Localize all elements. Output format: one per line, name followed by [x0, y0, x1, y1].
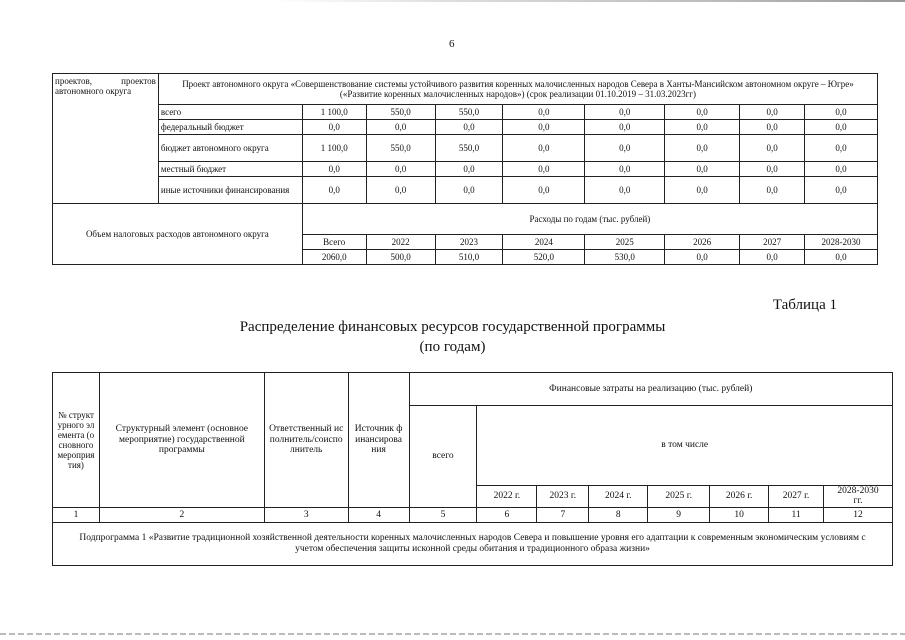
column-header: 2022 [366, 235, 435, 250]
bottom-scan-edge [0, 633, 905, 635]
column-header-year: 2022 г. [477, 485, 537, 507]
subprogram-title: Подпрограмма 1 «Развитие традиционной хозяйственной деятельности коренных малочисленных народов Севера и повышение уровня его адаптации к современным экономическим условиям с учетом обеспечения защиты исконной среды обитания и традиционного образа жизни» [53, 523, 893, 566]
column-header-executor: Ответственный исполнитель/соисполнитель [264, 373, 348, 508]
cell: 0,0 [435, 162, 503, 177]
cell: 0,0 [740, 120, 805, 135]
cell: 0,0 [585, 177, 665, 204]
table-caption: Таблица 1 [772, 297, 837, 313]
table-row [53, 120, 878, 135]
cell: 0,0 [665, 250, 740, 265]
column-header-year: 2027 г. [769, 485, 824, 507]
including-header: в том числе [477, 406, 893, 486]
row-source-label: иные источники финансирования [158, 177, 302, 204]
row-label: проектов, проектов автономного округа [53, 74, 159, 204]
column-number: 1 [53, 508, 100, 523]
cell: 1 100,0 [302, 135, 366, 162]
cell: 550,0 [435, 135, 503, 162]
cell: 0,0 [302, 162, 366, 177]
project-finance-table [52, 73, 878, 265]
column-number: 3 [264, 508, 348, 523]
column-header: 2027 [740, 235, 805, 250]
subprogram-row [53, 523, 893, 566]
cell: 510,0 [435, 250, 503, 265]
cell: 0,0 [366, 120, 435, 135]
cell: 2060,0 [302, 250, 366, 265]
top-scan-edge [0, 0, 905, 2]
cell: 0,0 [366, 162, 435, 177]
row-source-label: всего [158, 105, 302, 120]
project-title-row [53, 74, 878, 105]
column-number: 2 [99, 508, 264, 523]
cell: 550,0 [366, 135, 435, 162]
cell: 0,0 [585, 105, 665, 120]
cell: 0,0 [665, 105, 740, 120]
column-number: 10 [710, 508, 769, 523]
cell: 0,0 [503, 177, 585, 204]
cell: 0,0 [805, 250, 878, 265]
cell: 500,0 [366, 250, 435, 265]
column-number: 7 [537, 508, 589, 523]
cell: 0,0 [740, 105, 805, 120]
column-header: 2024 [503, 235, 585, 250]
column-number: 9 [648, 508, 710, 523]
column-number: 8 [589, 508, 648, 523]
cell: 0,0 [805, 177, 878, 204]
tax-header-row [53, 204, 878, 235]
table-row [53, 162, 878, 177]
project-title: Проект автономного округа «Совершенствование системы устойчивого развития коренных малочисленных народов Севера в Ханты-Мансийском автономном округе – Югре» («Развитие коренных малочисленных народов») (срок реализации 01.10.2019 – 31.03.2023гг) [158, 74, 877, 105]
cell: 550,0 [435, 105, 503, 120]
row-source-label: федеральный бюджет [158, 120, 302, 135]
row-source-label: бюджет автономного округа [158, 135, 302, 162]
cell: 0,0 [740, 135, 805, 162]
column-number: 6 [477, 508, 537, 523]
column-header: Всего [302, 235, 366, 250]
cell: 0,0 [665, 135, 740, 162]
cell: 0,0 [665, 120, 740, 135]
cell: 0,0 [503, 105, 585, 120]
cell: 0,0 [302, 120, 366, 135]
cell: 0,0 [740, 177, 805, 204]
cell: 520,0 [503, 250, 585, 265]
column-header-number: № структурного элемента (основного мероприятия) [53, 373, 100, 508]
cell: 0,0 [740, 250, 805, 265]
row-source-label: местный бюджет [158, 162, 302, 177]
cell: 0,0 [503, 135, 585, 162]
column-header-year: 2026 г. [710, 485, 769, 507]
column-number: 12 [824, 508, 893, 523]
page-number: 6 [449, 38, 455, 50]
cell: 1 100,0 [302, 105, 366, 120]
column-number: 4 [348, 508, 409, 523]
cell: 0,0 [435, 177, 503, 204]
column-header: 2028-2030 [805, 235, 878, 250]
table-row [53, 105, 878, 120]
column-header-year: 2024 г. [589, 485, 648, 507]
cell: 0,0 [503, 162, 585, 177]
column-numbers-row [53, 508, 893, 523]
resource-distribution-table [52, 372, 893, 566]
cell: 0,0 [665, 177, 740, 204]
column-header-element: Структурный элемент (основное мероприятие) государственной программы [99, 373, 264, 508]
cell: 550,0 [366, 105, 435, 120]
costs-header: Финансовые затраты на реализацию (тыс. рублей) [409, 373, 892, 406]
cell: 0,0 [805, 105, 878, 120]
column-header-total: всего [409, 406, 477, 508]
header-row [53, 373, 893, 406]
column-number: 11 [769, 508, 824, 523]
cell: 0,0 [435, 120, 503, 135]
section-title: Распределение финансовых ресурсов государственной программы [239, 319, 666, 335]
section-subtitle: (по годам) [419, 339, 486, 355]
cell: 0,0 [585, 162, 665, 177]
column-number: 5 [409, 508, 477, 523]
table-row [53, 177, 878, 204]
cell: 0,0 [665, 162, 740, 177]
column-header: 2026 [665, 235, 740, 250]
cell: 0,0 [740, 162, 805, 177]
cell: 0,0 [585, 120, 665, 135]
cell: 0,0 [805, 135, 878, 162]
cell: 530,0 [585, 250, 665, 265]
column-header-year: 2025 г. [648, 485, 710, 507]
column-header: 2023 [435, 235, 503, 250]
column-header-year: 2023 г. [537, 485, 589, 507]
cell: 0,0 [805, 120, 878, 135]
cell: 0,0 [585, 135, 665, 162]
tax-label: Объем налоговых расходов автономного округа [53, 204, 303, 265]
tax-header: Расходы по годам (тыс. рублей) [302, 204, 877, 235]
column-header: 2025 [585, 235, 665, 250]
column-header-source: Источник финансирования [348, 373, 409, 508]
cell: 0,0 [503, 120, 585, 135]
column-header-year: 2028-2030 гг. [824, 485, 893, 507]
table-row [53, 135, 878, 162]
cell: 0,0 [366, 177, 435, 204]
cell: 0,0 [302, 177, 366, 204]
cell: 0,0 [805, 162, 878, 177]
